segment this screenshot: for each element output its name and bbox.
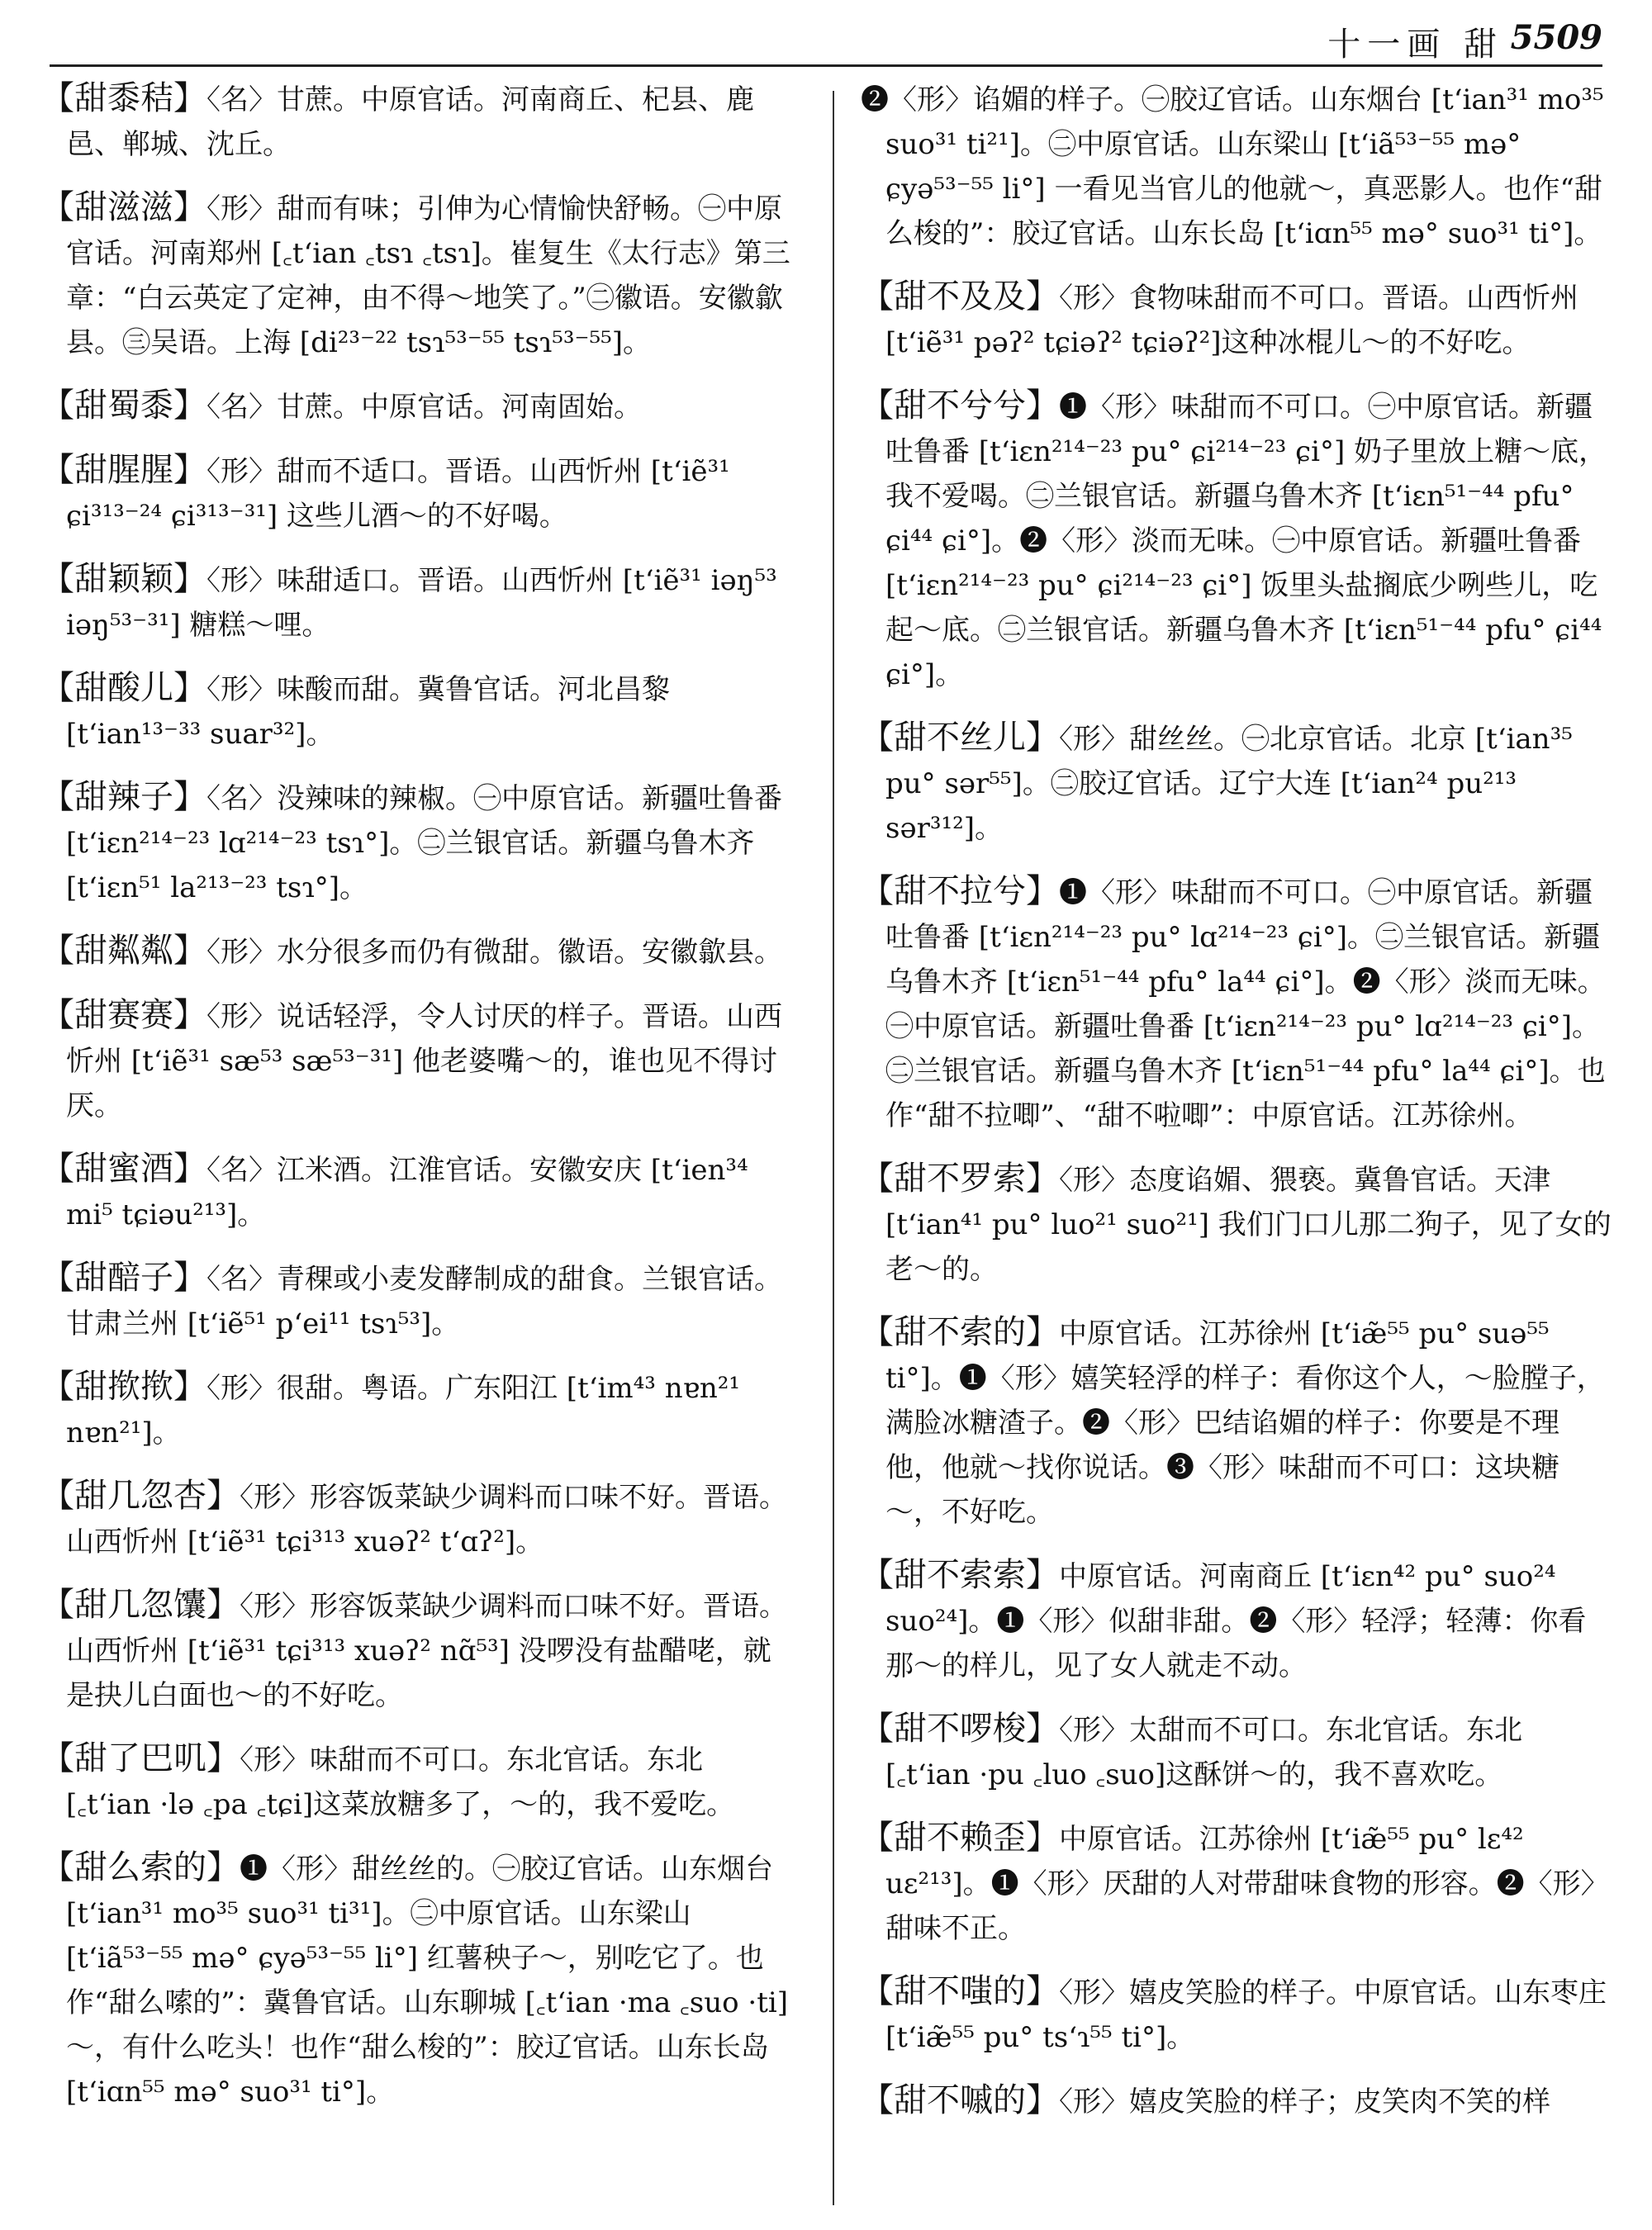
dictionary-entry	[861, 1969, 1612, 2060]
entry-body: 〈形〉甜而有味；引伸为心情愉快舒畅。㊀中原官话。河南郑州 [꜀tʻian ꜀tsɿ ꜀tsɿ]。崔复生《太行志》第三章：“白云英定了定神，由不得～地笑了。”㊁徽语。安徽歙县。㊂吴语。上海 [di²³⁻²² tsɿ⁵³⁻⁵⁵ tsɿ⁵³⁻⁵⁵]。	[66, 192, 790, 359]
entry-headword: 【甜颖颖】	[41, 560, 206, 598]
dictionary-entry	[861, 1310, 1612, 1535]
entry-body: 中原官话。河南商丘 [tʻiɛn⁴² pu° suo²⁴ suo²⁴]。❶〈形〉似甜非甜。❷〈形〉轻浮；轻薄：你看那～的样儿，见了女人就走不动。	[885, 1560, 1587, 1682]
entry-body: 〈形〉水分很多而仍有微甜。徽语。安徽歙县。	[206, 936, 782, 969]
entry-body: 〈形〉嬉皮笑脸的样子。中原官话。山东枣庄 [tʻiæ̃⁵⁵ pu° tsʻɿ⁵⁵ ti°]。	[885, 1976, 1607, 2054]
entry-headword: 【甜腥腥】	[41, 451, 206, 489]
left-column	[41, 76, 793, 2133]
entry-body: 〈形〉说话轻浮，令人讨厌的样子。晋语。山西忻州 [tʻiẽ³¹ sæ⁵³ sæ⁵³⁻³¹] 他老婆嘴～的，谁也见不得讨厌。	[66, 1000, 782, 1122]
entry-headword: 【甜不丝儿】	[861, 719, 1059, 757]
entry-body: 〈名〉甘蔗。中原官话。河南商丘、杞县、鹿邑、郸城、沈丘。	[66, 83, 754, 161]
entry-body: 〈形〉味甜适口。晋语。山西忻州 [tʻiẽ³¹ iəŋ⁵³ iəŋ⁵³⁻³¹] 糖糕～哩。	[66, 564, 777, 642]
entry-headword: 【甜蜀黍】	[41, 387, 206, 425]
dictionary-entry	[41, 928, 793, 975]
entry-body: 〈形〉太甜而不可口。东北官话。东北 [꜀tʻian ·pu ꜀luo ꜀suo]这酥饼～的，我不喜欢吃。	[885, 1714, 1522, 1791]
entry-body: 〈形〉甜而不适口。晋语。山西忻州 [tʻiẽ³¹ ɕi³¹³⁻²⁴ ɕi³¹³⁻³¹] 这些儿酒～的不好喝。	[66, 455, 730, 533]
entry-headword: 【甜蜜酒】	[41, 1150, 206, 1188]
right-column	[861, 76, 1612, 2142]
entry-headword: 【甜不索索】	[861, 1556, 1059, 1594]
entry-body: 〈名〉江米酒。江淮官话。安徽安庆 [tʻien³⁴ mi⁵ tɕiəu²¹³]。	[66, 1154, 748, 1231]
dictionary-entry	[861, 2078, 1612, 2124]
entry-body: ❶〈形〉味甜而不可口。㊀中原官话。新疆吐鲁番 [tʻiɛn²¹⁴⁻²³ pu° lɑ²¹⁴⁻²³ ɕi°]。㊁兰银官话。新疆乌鲁木齐 [tʻiɛn⁵¹⁻⁴⁴ pfu° la⁴⁴ ɕi°]。❷〈形〉淡而无味。㊀中原官话。新疆吐鲁番 [tʻiɛn²¹⁴⁻²³ pu° lɑ²¹⁴⁻²³ ɕi°]。㊁兰银官话。新疆乌鲁木齐 [tʻiɛn⁵¹⁻⁴⁴ pfu° la⁴⁴ ɕi°]。也作“甜不拉唧”、“甜不啦唧”：中原官话。江苏徐州。	[885, 876, 1606, 1132]
dictionary-entry	[861, 1706, 1612, 1797]
dictionary-entry	[41, 1364, 793, 1455]
entry-headword: 【甜醅子】	[41, 1259, 206, 1297]
dictionary-entry	[41, 1473, 793, 1564]
entry-headword: 【甜黍秸】	[41, 79, 206, 117]
page-header	[50, 18, 1602, 64]
entry-headword: 【甜不啰梭】	[861, 1710, 1059, 1748]
entry-body: ❶〈形〉甜丝丝的。㊀胶辽官话。山东烟台 [tʻian³¹ mo³⁵ suo³¹ ti³¹]。㊁中原官话。山东梁山 [tʻiã⁵³⁻⁵⁵ mə° ɕyə⁵³⁻⁵⁵ li°] 红薯秧子～，别吃它了。也作“甜么嗦的”：冀鲁官话。山东聊城 [꜀tʻian ·ma ꜀suo ·ti]～，有什么吃头！也作“甜么梭的”：胶辽官话。山东长岛 [tʻiɑn⁵⁵ mə° suo³¹ ti°]。	[66, 1853, 789, 2109]
dictionary-entry	[41, 993, 793, 1128]
entry-body: 〈形〉甜丝丝。㊀北京官话。北京 [tʻian³⁵ pu° sər⁵⁵]。㊁胶辽官话。辽宁大连 [tʻian²⁴ pu²¹³ sər³¹²]。	[885, 723, 1573, 845]
dictionary-entry	[41, 775, 793, 910]
entry-body: 〈形〉食物味甜而不可口。晋语。山西忻州 [tʻiẽ³¹ pəʔ² tɕiəʔ² tɕiəʔ²]这种冰棍儿～的不好吃。	[885, 282, 1578, 359]
dictionary-entry	[861, 715, 1612, 851]
dictionary-entry	[41, 76, 793, 167]
dictionary-entry	[41, 666, 793, 757]
dictionary-entry	[861, 869, 1612, 1138]
entry-body: 〈名〉青稞或小麦发酵制成的甜食。兰银官话。甘肃兰州 [tʻiẽ⁵¹ pʻei¹¹ tsɿ⁵³]。	[66, 1263, 782, 1340]
dictionary-entry	[861, 383, 1612, 697]
entry-body: 〈形〉味酸而甜。冀鲁官话。河北昌黎 [tʻian¹³⁻³³ suar³²]。	[66, 673, 670, 751]
entry-headword: 【甜不罗索】	[861, 1160, 1059, 1198]
entry-body: 〈形〉味甜而不可口。东北官话。东北 [꜀tʻian ·lə ꜀pa ꜀tɕi]这菜放糖多了，～的，我不爱吃。	[66, 1744, 735, 1821]
entry-body: 中原官话。江苏徐州 [tʻiæ̃⁵⁵ pu° lɛ⁴² uɛ²¹³]。❶〈形〉厌甜的人对带甜味食物的形容。❷〈形〉甜味不正。	[885, 1823, 1609, 1945]
dictionary-entry	[861, 274, 1612, 365]
dictionary-entry	[41, 448, 793, 539]
entry-body: 〈名〉甘蔗。中原官话。河南固始。	[206, 391, 642, 424]
entry-headword: 【甜酸儿】	[41, 669, 206, 707]
entry-body: 〈形〉嬉皮笑脸的样子；皮笑肉不笑的样	[1059, 2085, 1550, 2118]
column-divider	[833, 91, 834, 2205]
entry-headword: 【甜不及及】	[861, 278, 1059, 316]
entry-body: 〈形〉形容饭菜缺少调料而口味不好。晋语。山西忻州 [tʻiẽ³¹ tɕi³¹³ xuəʔ² nɑ̃⁵³] 没啰没有盐醋咾，就是抉儿白面也～的不好吃。	[66, 1590, 787, 1712]
entry-headword: 【甜不拉兮】	[861, 872, 1059, 910]
entry-headword: 【甜赛赛】	[41, 996, 206, 1034]
dictionary-entry	[41, 185, 793, 365]
entry-body: ❷〈形〉谄媚的样子。㊀胶辽官话。山东烟台 [tʻian³¹ mo³⁵ suo³¹ ti²¹]。㊁中原官话。山东梁山 [tʻiã⁵³⁻⁵⁵ mə° ɕyə⁵³⁻⁵⁵ li°] 一看见当官儿的他就～，真恶影人。也作“甜么梭的”：胶辽官话。山东长岛 [tʻiɑn⁵⁵ mə° suo³¹ ti°]。	[861, 83, 1604, 250]
dictionary-entry	[861, 1553, 1612, 1688]
dictionary-entry	[41, 383, 793, 429]
dictionary-entry	[41, 1736, 793, 1827]
dictionary-entry	[41, 1146, 793, 1237]
entry-body: 〈形〉形容饭菜缺少调料而口味不好。晋语。山西忻州 [tʻiẽ³¹ tɕi³¹³ xuəʔ² tʻɑʔ²]。	[66, 1481, 787, 1559]
entry-headword: 【甜粼粼】	[41, 932, 206, 970]
entry-body: 〈形〉态度谄媚、猥亵。冀鲁官话。天津 [tʻian⁴¹ pu° luo²¹ suo²¹] 我们门口儿那二狗子，见了女的老～的。	[885, 1164, 1612, 1286]
entry-body: 中原官话。江苏徐州 [tʻiæ̃⁵⁵ pu° suə⁵⁵ ti°]。❶〈形〉嬉笑轻浮的样子：看你这个人，～脸膛子，满脸冰糖渣子。❷〈形〉巴结谄媚的样子：你要是不理他，他就～找你说话。❸〈形〉味甜而不可口：这块糖～，不好吃。	[885, 1317, 1605, 1529]
entry-headword: 【甜滋滋】	[41, 188, 206, 226]
entry-body: 〈名〉没辣味的辣椒。㊀中原官话。新疆吐鲁番 [tʻiɛn²¹⁴⁻²³ lɑ²¹⁴⁻²³ tsɿ°]。㊁兰银官话。新疆乌鲁木齐 [tʻiɛn⁵¹ la²¹³⁻²³ tsɿ°]。	[66, 782, 782, 904]
entry-headword: 【甜不赖歪】	[861, 1819, 1059, 1857]
page-number: 5509	[1510, 18, 1602, 57]
dictionary-entry	[861, 1156, 1612, 1292]
dictionary-entry-continued	[861, 76, 1612, 256]
entry-headword: 【甜几忽馕】	[41, 1586, 240, 1624]
entry-headword: 【甜几忽杏】	[41, 1477, 240, 1515]
dictionary-entry	[41, 557, 793, 648]
entry-headword: 【甜不兮兮】	[861, 387, 1059, 425]
dictionary-entry	[861, 1815, 1612, 1951]
dictionary-entry	[41, 1582, 793, 1718]
entry-headword: 【甜了巴叽】	[41, 1739, 240, 1777]
dictionary-entry	[41, 1255, 793, 1346]
entry-headword: 【甜揿揿】	[41, 1368, 206, 1406]
entry-headword: 【甜不索的】	[861, 1313, 1059, 1351]
entry-headword: 【甜不嗤的】	[861, 1972, 1059, 2010]
entry-body: ❶〈形〉味甜而不可口。㊀中原官话。新疆吐鲁番 [tʻiɛn²¹⁴⁻²³ pu° ɕi²¹⁴⁻²³ ɕi°] 奶子里放上糖～底，我不爱喝。㊁兰银官话。新疆乌鲁木齐 [tʻiɛn⁵¹⁻⁴⁴ pfu° ɕi⁴⁴ ɕi°]。❷〈形〉淡而无味。㊀中原官话。新疆吐鲁番 [tʻiɛn²¹⁴⁻²³ pu° ɕi²¹⁴⁻²³ ɕi°] 饭里头盐搁底少咧些儿，吃起～底。㊁兰银官话。新疆乌鲁木齐 [tʻiɛn⁵¹⁻⁴⁴ pfu° ɕi⁴⁴ ɕi°]。	[885, 391, 1607, 691]
dictionary-entry	[41, 1845, 793, 2114]
running-title: 十一画 甜	[1327, 26, 1503, 64]
entry-body: 〈形〉很甜。粤语。广东阳江 [tʻim⁴³ nɐn²¹ nɐn²¹]。	[66, 1372, 741, 1450]
entry-headword: 【甜辣子】	[41, 778, 206, 816]
entry-headword: 【甜么索的】	[41, 1848, 240, 1886]
entry-headword: 【甜不嘁的】	[861, 2081, 1059, 2119]
header-rule	[50, 64, 1602, 67]
